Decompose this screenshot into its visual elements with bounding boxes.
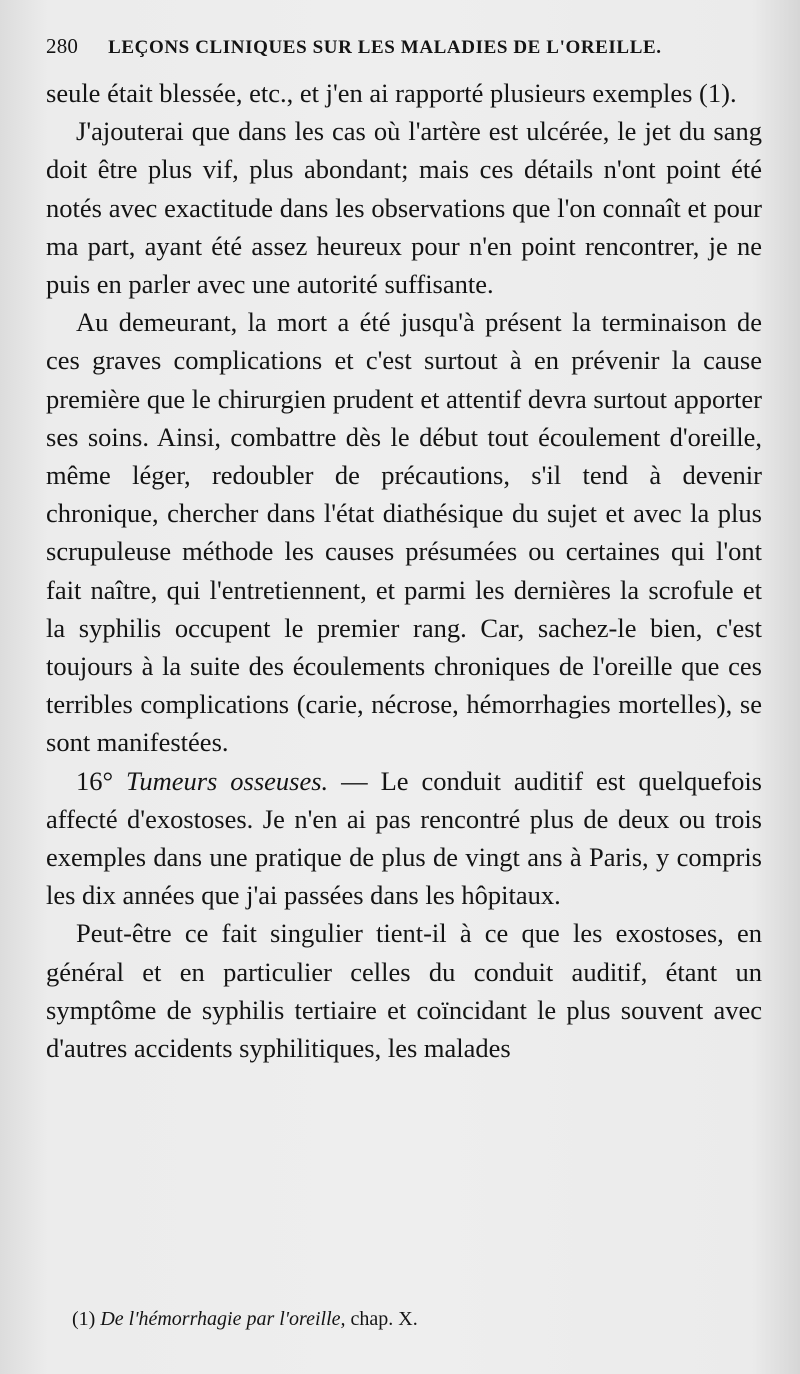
paragraph-text: Au demeurant, la mort a été jusqu'à présent la terminaison de ces graves complications et c'est surtout à en prévenir la cause première que le chirurgien prudent et attentif devra surtout apporter ses soins. Ainsi, combattre dès le début tout écoulement d'oreille, même léger, redoubler de précautions, s'il tend à devenir chronique, chercher dans l'état diathésique du sujet et avec la plus scrupuleuse méthode les causes présumées ou certaines qui l'ont fait naître, qui l'entretiennent, et parmi les dernières la scrofule et la syphilis occupent le premier rang. Car, sachez-le bien, c'est toujours à la suite des écoulements chroniques de l'oreille que ces terribles complications (carie, nécrose, hémorrhagies mortelles), se sont manifestées. [46,307,762,758]
section-paragraph [46,762,762,915]
page-number: 280 [46,34,79,58]
footnote-marker: (1) [72,1308,96,1330]
paragraph [46,914,762,1067]
section-number: 16° [76,765,114,796]
footnote-title: De l'hémorrhagie par l'oreille, [100,1308,346,1330]
paragraph-continuation [46,74,762,112]
footnote [72,1308,752,1331]
running-title: LEÇONS CLINIQUES SUR LES MALADIES DE L'OREILLE. [108,37,662,58]
paragraph-text: — Le conduit auditif est quelquefois affecté d'exostoses. Je n'en ai pas rencontré plus de deux ou trois exemples dans une pratique de plus de vingt ans à Paris, y compris les dix années que j'ai passées dans les hôpitaux. [46,765,762,911]
section-heading: Tumeurs osseuses. [126,765,329,796]
running-header [46,34,762,74]
paragraph-text: Peut-être ce fait singulier tient-il à ce que les exostoses, en général et en particulier celles du conduit auditif, étant un symptôme de syphilis tertiaire et coïncidant le plus souvent avec d'autres accidents syphilitiques, les malades [46,918,762,1064]
paragraph [46,112,762,303]
paragraph-text: seule était blessée, etc., et j'en ai rapporté plusieurs exemples (1). [46,78,737,108]
body-text [46,74,762,1067]
footnote-rest: chap. X. [350,1308,418,1330]
paragraph-text: J'ajouterai que dans les cas où l'artère est ulcérée, le jet du sang doit être plus vif, plus abondant; mais ces détails n'ont point été notés avec exactitude dans les observations que l'on connaît et pour ma part, ayant été assez heureux pour n'en point rencontrer, je ne puis en parler avec une autorité suffisante. [46,116,762,300]
paragraph [46,303,762,761]
